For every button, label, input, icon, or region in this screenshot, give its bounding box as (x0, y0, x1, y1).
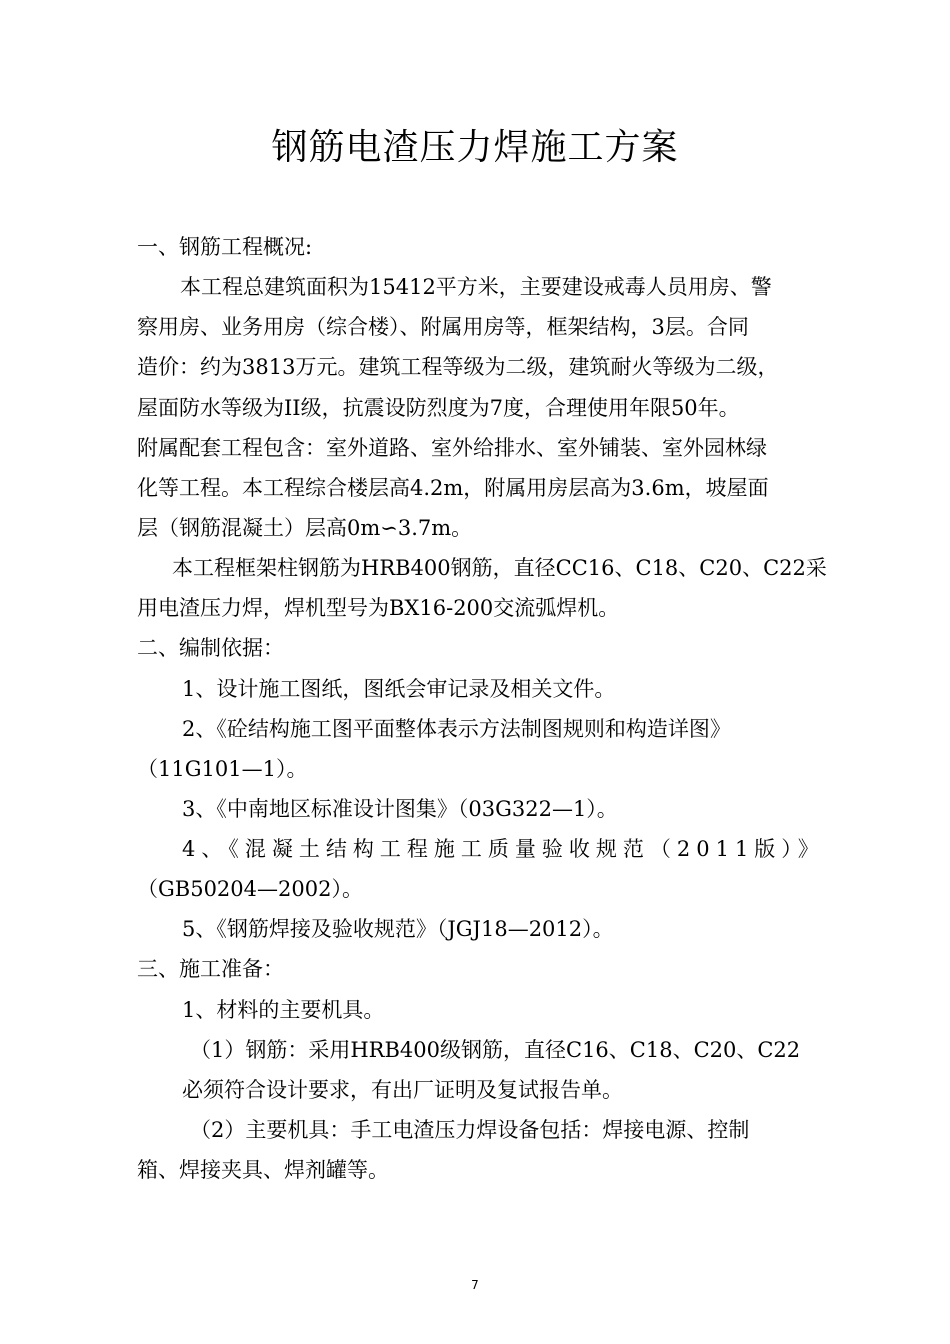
paragraph-line: 本工程框架柱钢筋为HRB400钢筋，直径CC16、C18、C20、C22采 (172, 556, 827, 580)
list-item: 3、《中南地区标准设计图集》（03G322—1）。 (182, 797, 618, 821)
page-number: 7 (471, 1278, 479, 1292)
list-item: 5、《钢筋焊接及验收规范》（JGJ18—2012）。 (182, 917, 614, 941)
paragraph-line: 化等工程。本工程综合楼层高4.2m，附属用房层高为3.6m，坡屋面 (137, 476, 769, 500)
list-item: 1、设计施工图纸，图纸会审记录及相关文件。 (182, 677, 616, 701)
list-item: 1、材料的主要机具。 (182, 998, 385, 1022)
paragraph-line: 附属配套工程包含：室外道路、室外给排水、室外铺装、室外园林绿 (137, 436, 767, 460)
section-heading: 二、编制依据： (137, 636, 284, 660)
list-item: （2）主要机具：手工电渣压力焊设备包括：焊接电源、控制 (190, 1118, 750, 1142)
list-item-continuation: （11G101—1）。 (137, 757, 308, 781)
list-item: （1）钢筋：采用HRB400级钢筋，直径C16、C18、C20、C22 (190, 1038, 801, 1062)
paragraph-line: 屋面防水等级为II级，抗震设防烈度为7度，合理使用年限50年。 (137, 396, 740, 420)
paragraph-line: 本工程总建筑面积为15412平方米，主要建设戒毒人员用房、警 (180, 275, 772, 299)
list-item-continuation: 箱、焊接夹具、焊剂罐等。 (137, 1158, 389, 1182)
list-item: 2、《砼结构施工图平面整体表示方法制图规则和构造详图》 (182, 717, 731, 741)
list-item: 4、《混凝土结构工程施工质量验收规范（2011版）》 (182, 837, 825, 861)
paragraph-line: 层（钢筋混凝土）层高0m∽3.7m。 (137, 516, 473, 540)
paragraph-line: 造价：约为3813万元。建筑工程等级为二级，建筑耐火等级为二级， (137, 355, 779, 379)
document-title: 钢筋电渣压力焊施工方案 (271, 127, 679, 168)
section-heading: 三、施工准备： (137, 957, 284, 981)
paragraph-line: 察用房、业务用房（综合楼）、附属用房等，框架结构，3层。合同 (137, 315, 749, 339)
list-item-continuation: （GB50204—2002）。 (137, 877, 363, 901)
list-item-continuation: 必须符合设计要求，有出厂证明及复试报告单。 (182, 1078, 623, 1102)
section-heading: 一、钢筋工程概况: (137, 235, 313, 259)
paragraph-line: 用电渣压力焊，焊机型号为BX16-200交流弧焊机。 (137, 596, 620, 620)
